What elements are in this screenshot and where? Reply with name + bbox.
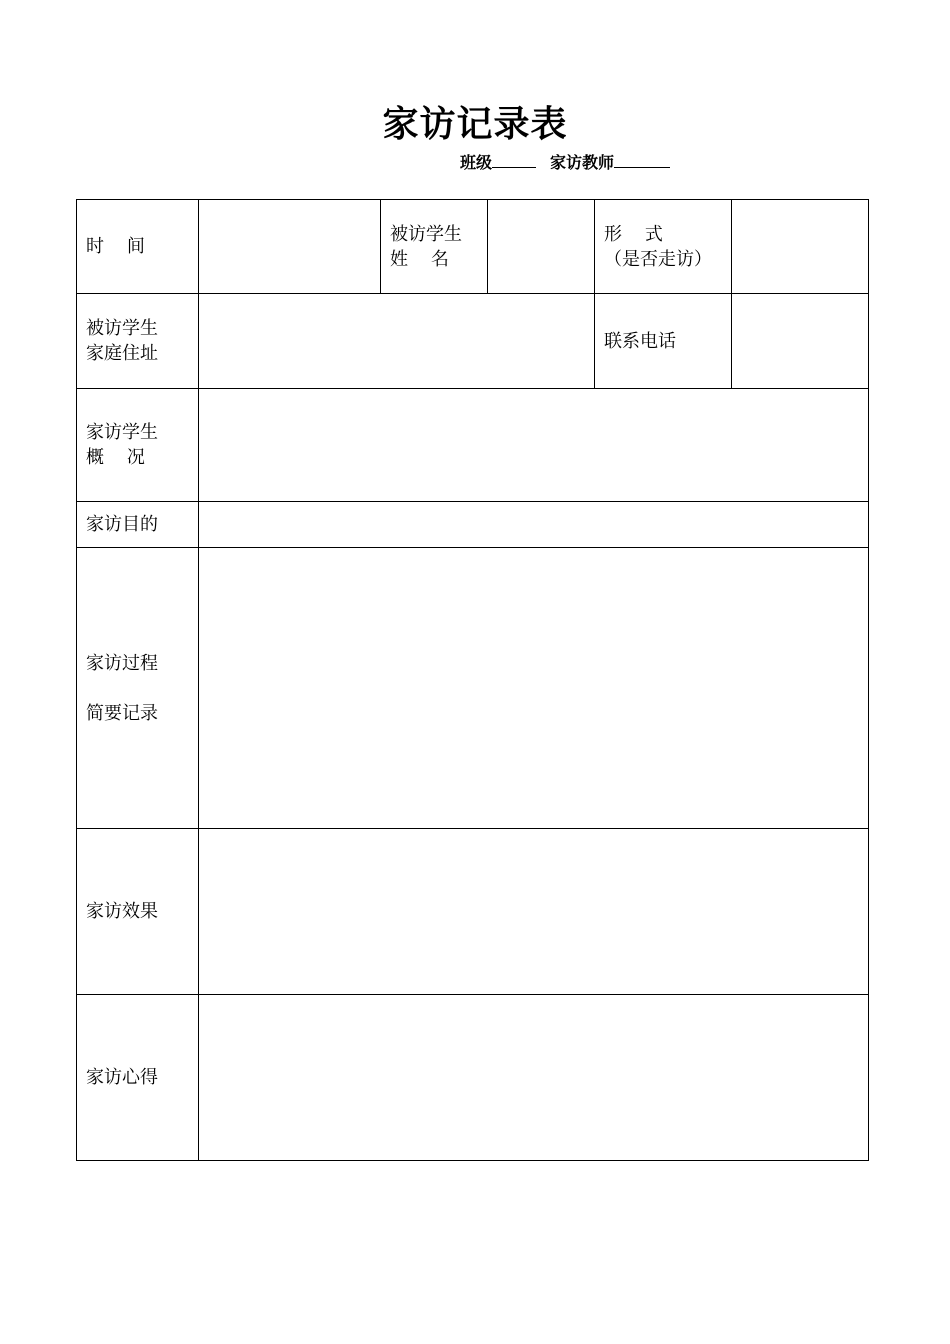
table-row-effect — [77, 829, 869, 995]
table-row-time — [77, 200, 869, 294]
table-row-reflection — [77, 995, 869, 1161]
address-value-cell[interactable] — [199, 294, 595, 389]
form-type-value-cell[interactable] — [732, 200, 869, 294]
teacher-blank-field[interactable] — [614, 151, 670, 168]
form-header-fields — [460, 151, 670, 174]
reflection-label: 家访心得 — [86, 1067, 158, 1088]
process-label-line2: 简要记录 — [86, 702, 158, 724]
phone-value-cell[interactable] — [732, 294, 869, 389]
class-label: 班级 — [460, 153, 493, 172]
process-label-line1: 家访过程 — [86, 652, 158, 674]
process-label-spacer — [86, 676, 198, 701]
reflection-label-cell — [77, 995, 199, 1161]
effect-label-cell — [77, 829, 199, 995]
student-name-label-line2: 姓 名 — [390, 248, 449, 270]
teacher-label: 家访教师 — [550, 153, 615, 172]
student-name-label-cell — [381, 200, 488, 294]
purpose-label-cell — [77, 502, 199, 548]
overview-value-cell[interactable] — [199, 389, 869, 502]
table-row-process — [77, 548, 869, 829]
form-type-label-line2: （是否走访） — [604, 248, 712, 270]
table-row-overview — [77, 389, 869, 502]
phone-label: 联系电话 — [604, 330, 676, 352]
table-row-purpose — [77, 502, 869, 548]
address-label-line1: 被访学生 — [86, 318, 158, 339]
reflection-value-cell[interactable] — [199, 995, 869, 1161]
process-value-cell[interactable] — [199, 548, 869, 829]
overview-label-line1: 家访学生 — [86, 422, 158, 443]
visit-record-table — [76, 199, 869, 1161]
address-label-line2: 家庭住址 — [86, 343, 158, 364]
form-type-label-cell — [595, 200, 732, 294]
time-label: 时 间 — [86, 236, 145, 257]
address-label-cell — [77, 294, 199, 389]
student-name-value-cell[interactable] — [488, 200, 595, 294]
time-label-cell — [77, 200, 199, 294]
table-row-address — [77, 294, 869, 389]
student-name-label-line1: 被访学生 — [390, 223, 462, 245]
purpose-label: 家访目的 — [86, 514, 158, 535]
effect-value-cell[interactable] — [199, 829, 869, 995]
process-label-cell — [77, 548, 199, 829]
purpose-value-cell[interactable] — [199, 502, 869, 548]
page-title: 家访记录表 — [382, 103, 568, 145]
overview-label-line2: 概 况 — [86, 447, 145, 468]
form-type-label-line1: 形 式 — [604, 223, 663, 245]
class-blank-field[interactable] — [492, 151, 536, 168]
effect-label: 家访效果 — [86, 901, 158, 922]
time-value-cell[interactable] — [199, 200, 381, 294]
overview-label-cell — [77, 389, 199, 502]
phone-label-cell — [595, 294, 732, 389]
